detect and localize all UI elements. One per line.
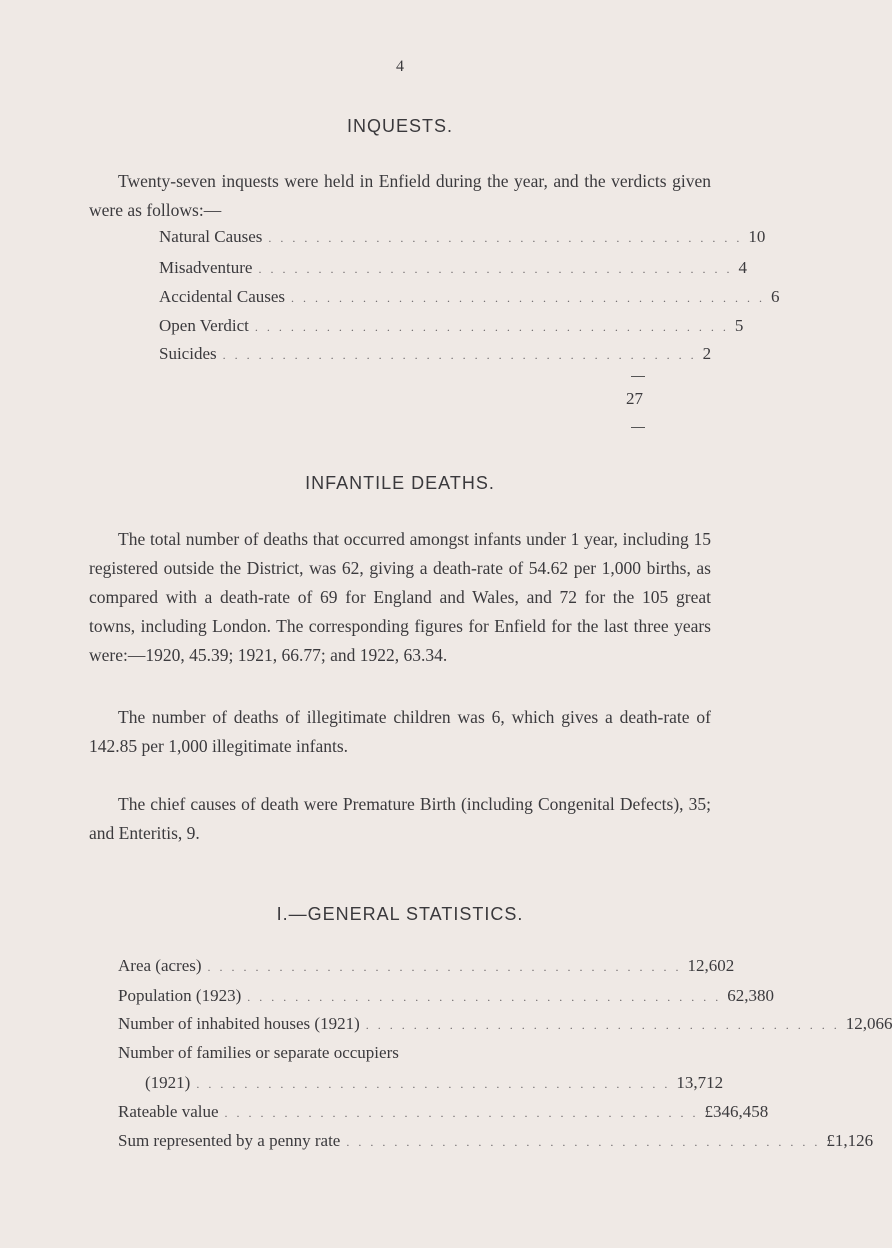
- stat-row: [145, 1073, 724, 1093]
- inquests-intro: Twenty-seven inquests were held in Enfield during the year, and the verdicts given were as follows:—: [89, 171, 711, 220]
- stat-row: [118, 986, 774, 1006]
- stat-label: Population (1923): [118, 986, 242, 1005]
- stat-value: 62,380: [727, 986, 774, 1005]
- infantile-paragraph-3: The chief causes of death were Premature Birth (including Congenital Defects), 35; and Enteritis, 9.: [89, 794, 711, 843]
- stat-value: 12,602: [687, 956, 735, 975]
- leader-dots: . . . . . . . . . . . . . . . . . . . . . . . . . . . . . . . . . . . . . . . .: [207, 960, 682, 974]
- stat-label: (1921): [145, 1073, 191, 1092]
- inquest-value: 2: [702, 344, 712, 363]
- inquest-label: Open Verdict: [159, 316, 249, 335]
- stat-value: 13,712: [676, 1073, 724, 1092]
- stat-value: £1,126: [826, 1131, 874, 1150]
- leader-dots: . . . . . . . . . . . . . . . . . . . . . . . . . . . . . . . . . . . . . . . .: [222, 348, 697, 362]
- stat-row: [118, 1131, 874, 1151]
- inquest-value: 4: [738, 258, 747, 277]
- inquest-total: 27: [626, 389, 643, 408]
- inquest-value: 10: [748, 227, 766, 246]
- infantile-heading: INFANTILE DEATHS.: [305, 473, 495, 493]
- inquest-total-row: [600, 389, 643, 409]
- families-label: Number of families or separate occupiers: [118, 1043, 399, 1062]
- stat-label: Sum represented by a penny rate: [118, 1131, 341, 1150]
- inquest-row: [159, 227, 766, 247]
- stat-value: £346,458: [704, 1102, 769, 1121]
- inquest-label: Misadventure: [159, 258, 253, 277]
- stat-value: 12,066: [845, 1014, 892, 1033]
- page-number: 4: [396, 58, 404, 75]
- inquest-value: 6: [771, 287, 780, 306]
- stat-label: Area (acres): [118, 956, 202, 975]
- inquest-value: 5: [734, 316, 744, 335]
- leader-dots: . . . . . . . . . . . . . . . . . . . . . . . . . . . . . . . . . . . . . . . .: [346, 1135, 821, 1149]
- inquest-label: Accidental Causes: [159, 287, 286, 306]
- stat-row: [118, 1014, 892, 1034]
- sum-rule-top: [631, 376, 645, 377]
- inquest-row: [159, 287, 780, 307]
- stat-label: Number of inhabited houses (1921): [118, 1014, 360, 1033]
- leader-dots: . . . . . . . . . . . . . . . . . . . . . . . . . . . . . . . . . . . . . . . .: [247, 990, 722, 1004]
- inquest-row: [159, 344, 712, 364]
- inquest-row: [159, 258, 747, 278]
- inquests-heading: INQUESTS.: [346, 116, 453, 136]
- stat-row: [118, 1102, 769, 1122]
- leader-dots: . . . . . . . . . . . . . . . . . . . . . . . . . . . . . . . . . . . . . . . .: [365, 1018, 840, 1032]
- general-heading: I.—GENERAL STATISTICS.: [276, 904, 524, 924]
- leader-dots: . . . . . . . . . . . . . . . . . . . . . . . . . . . . . . . . . . . . . . . .: [196, 1077, 671, 1091]
- leader-dots: . . . . . . . . . . . . . . . . . . . . . . . . . . . . . . . . . . . . . . . .: [268, 231, 743, 245]
- sum-rule-bottom: [631, 427, 645, 428]
- infantile-paragraph-2: The number of deaths of illegitimate children was 6, which gives a death-rate of 142.85 per 1,000 illegitimate infants.: [89, 707, 711, 756]
- inquest-row: [159, 316, 744, 336]
- leader-dots: . . . . . . . . . . . . . . . . . . . . . . . . . . . . . . . . . . . . . . . .: [291, 291, 766, 305]
- stat-label: Rateable value: [118, 1102, 219, 1121]
- inquest-label: Natural Causes: [159, 227, 263, 246]
- leader-dots: . . . . . . . . . . . . . . . . . . . . . . . . . . . . . . . . . . . . . . . .: [258, 262, 733, 276]
- leader-dots: . . . . . . . . . . . . . . . . . . . . . . . . . . . . . . . . . . . . . . . .: [254, 320, 729, 334]
- inquest-label: Suicides: [159, 344, 217, 363]
- infantile-paragraph-1: The total number of deaths that occurred amongst infants under 1 year, including 15 registered outside the District, was 62, giving a death-rate of 54.62 per 1,000 births, as compared with a death-rate of 69 for England and Wales, and 72 for the 105 great towns, including London. The corresponding figures for Enfield for the last three years were:—1920, 45.39; 1921, 66.77; and 1922, 63.34.: [89, 529, 711, 665]
- leader-dots: . . . . . . . . . . . . . . . . . . . . . . . . . . . . . . . . . . . . . . . .: [224, 1106, 699, 1120]
- stat-row: [118, 956, 735, 976]
